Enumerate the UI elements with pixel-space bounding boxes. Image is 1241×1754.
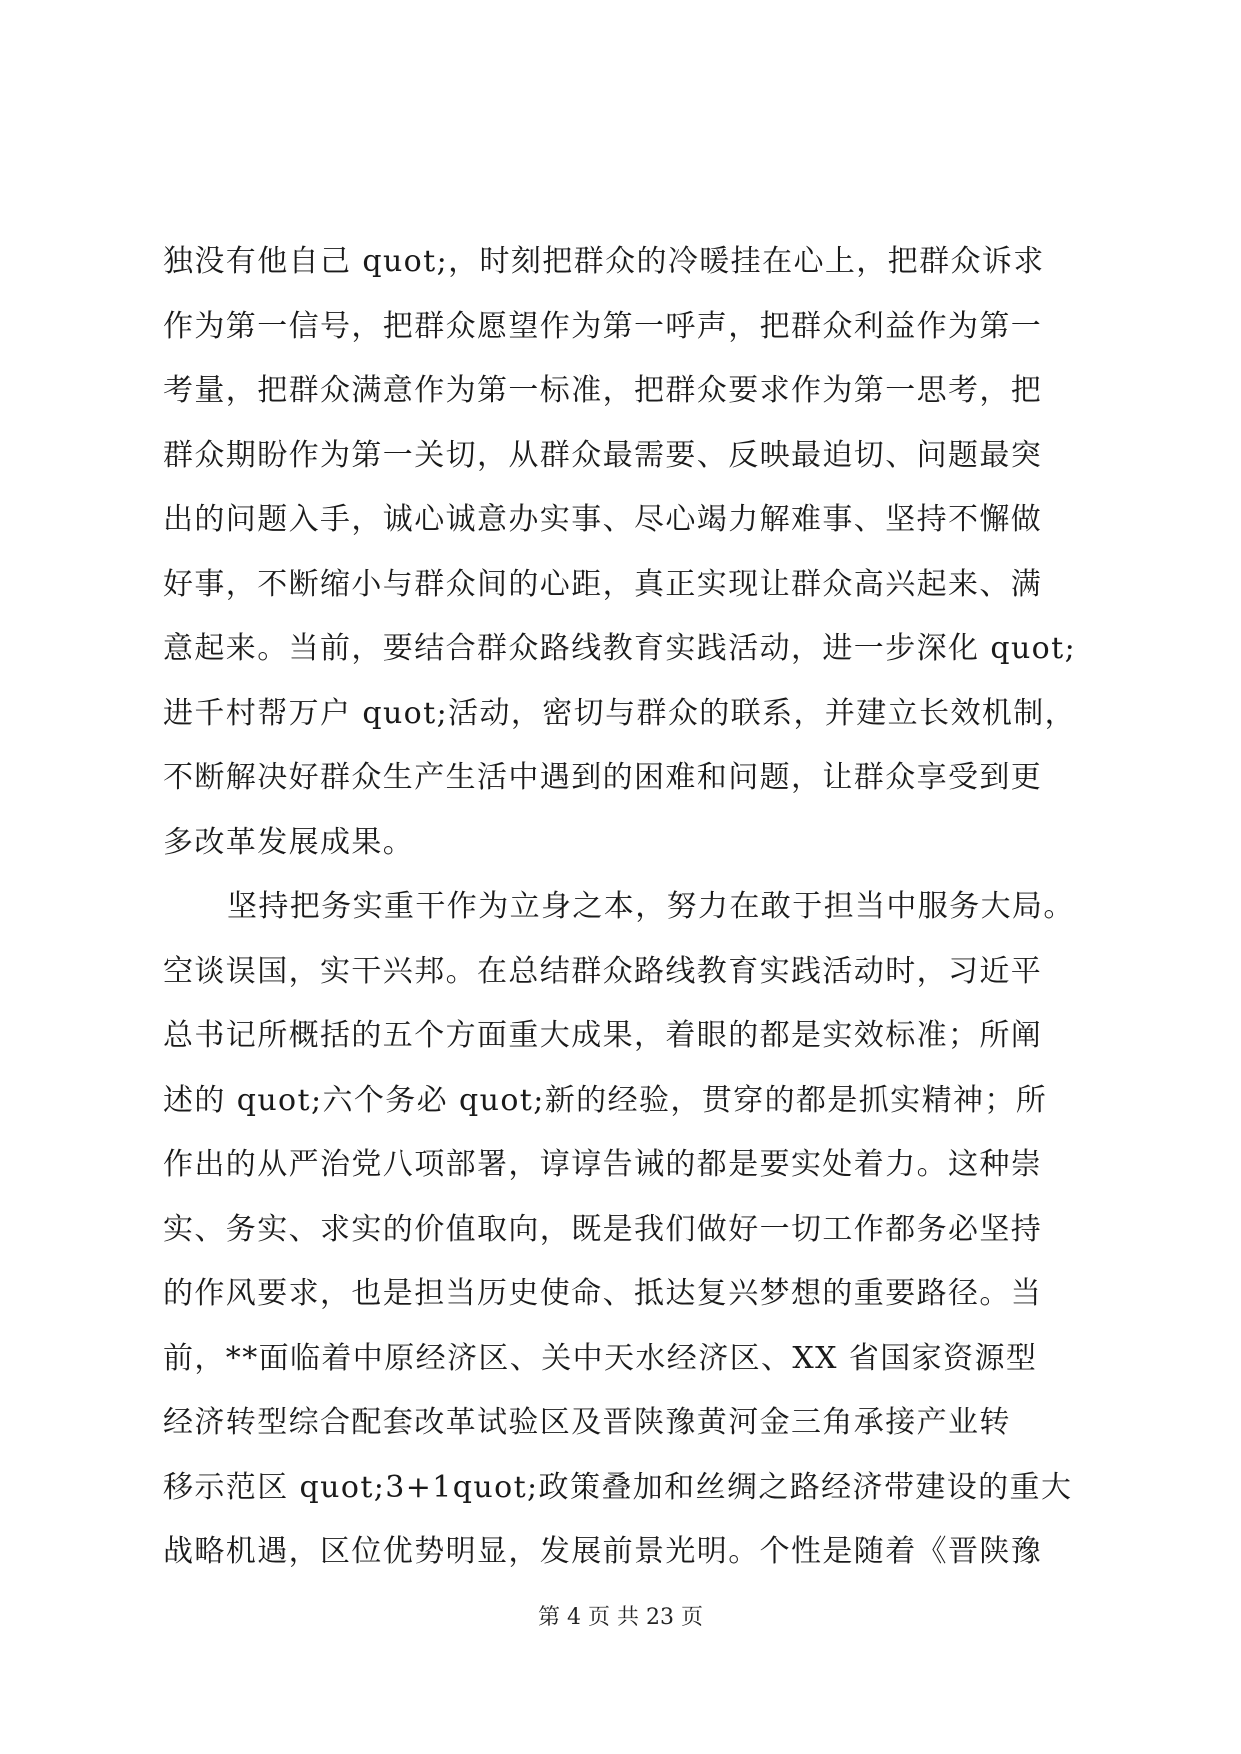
text-line: 坚持把务实重干作为立身之本，努力在敢于担当中服务大局。 [227, 889, 1075, 924]
text-line: 述的 quot;六个务必 quot;新的经验，贯穿的都是抓实精神；所 [163, 1082, 1048, 1118]
text-line: 作为第一信号，把群众愿望作为第一呼声，把群众利益作为第一 [163, 308, 1043, 344]
document-body [163, 230, 1078, 1585]
text-line: 前，**面临着中原经济区、关中天水经济区、XX 省国家资源型 [163, 1340, 1038, 1376]
text-line: 考量，把群众满意作为第一标准，把群众要求作为第一思考，把 [163, 373, 1043, 408]
text-line: 经济转型综合配套改革试验区及晋陕豫黄河金三角承接产业转 [163, 1405, 1011, 1440]
text-line: 战略机遇，区位优势明显，发展前景光明。个性是随着《晋陕豫 [163, 1534, 1043, 1569]
text-line: 空谈误国，实干兴邦。在总结群众路线教育实践活动时，习近平 [163, 953, 1043, 989]
text-line: 的作风要求，也是担当历史使命、抵达复兴梦想的重要路径。当 [163, 1276, 1043, 1311]
text-line: 出的问题入手，诚心诚意办实事、尽心竭力解难事、坚持不懈做 [163, 502, 1043, 537]
text-line: 不断解决好群众生产生活中遇到的困难和问题，让群众享受到更 [163, 760, 1043, 795]
paragraph-2 [163, 875, 1078, 1585]
page-footer: 第 4 页 共 23 页 [538, 1605, 703, 1630]
text-line: 多改革发展成果。 [163, 824, 415, 860]
text-line: 移示范区 quot;3+1quot;政策叠加和丝绸之路经济带建设的重大 [163, 1469, 1073, 1505]
text-line: 意起来。当前，要结合群众路线教育实践活动，进一步深化 quot; [163, 631, 1077, 666]
text-line: 好事，不断缩小与群众间的心距，真正实现让群众高兴起来、满 [163, 566, 1043, 602]
text-line: 进千村帮万户 quot;活动，密切与群众的联系，并建立长效机制， [163, 695, 1077, 731]
text-line: 群众期盼作为第一关切，从群众最需要、反映最迫切、问题最突 [163, 437, 1043, 473]
text-line: 总书记所概括的五个方面重大成果，着眼的都是实效标准；所阐 [163, 1018, 1043, 1053]
text-line: 作出的从严治党八项部署，谆谆告诫的都是要实处着力。这种崇 [163, 1147, 1043, 1182]
paragraph-1 [163, 230, 1078, 875]
text-line: 实、务实、求实的价值取向，既是我们做好一切工作都务必坚持 [163, 1211, 1043, 1247]
text-line: 独没有他自己 quot;，时刻把群众的冷暖挂在心上，把群众诉求 [163, 244, 1045, 279]
